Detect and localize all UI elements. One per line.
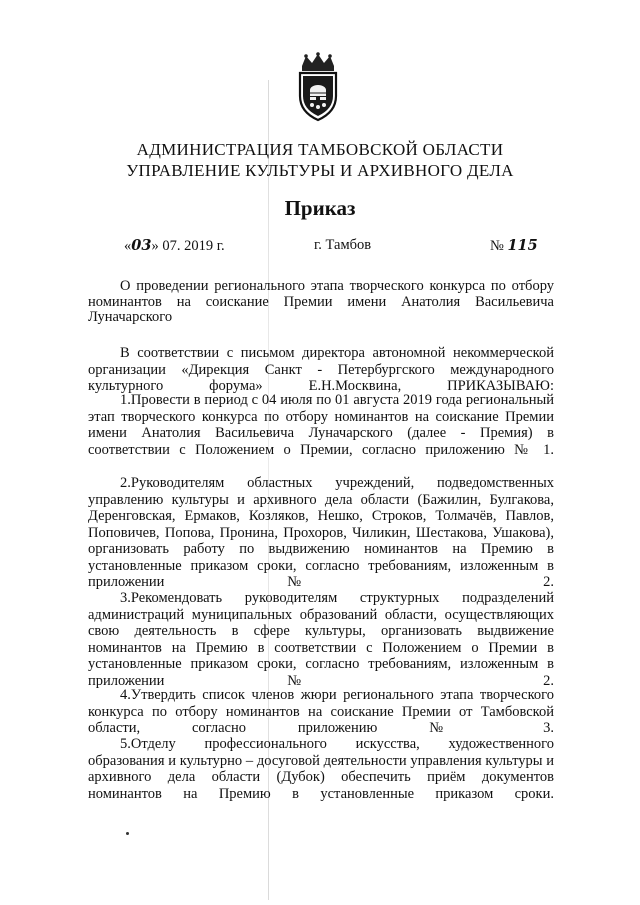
department-name: УПРАВЛЕНИЕ КУЛЬТУРЫ И АРХИВНОГО ДЕЛА <box>126 161 514 180</box>
date-day-handwritten: 03 <box>131 237 152 254</box>
order-number <box>490 237 538 255</box>
order-item-1-text: 1.Провести в период с 04 июля по 01 августа 2019 года региональный этап творческого конкурса по отбору номинантов на соискание Премии имени Анатолия Васильевича Луначарского (далее - Премия) в соответствии с Положением о Премии, согласно приложению № 1. <box>88 392 554 458</box>
subject-line-1: О проведении регионального этапа творческого конкурса по отбору <box>120 278 554 294</box>
order-date <box>124 237 225 255</box>
preamble-text: В соответствии с письмом директора автономной некоммерческой организации «Дирекция Санкт - Петербургского международного культурного форума» Е.Н.Москвина, ПРИКАЗЫВАЮ: <box>88 345 554 394</box>
order-item-1 <box>88 392 554 458</box>
order-item-3 <box>88 590 554 689</box>
number-value-handwritten: 115 <box>507 237 538 254</box>
subject-line-2: номинантов на соискание Премии имени Анатолия Васильевича <box>88 293 554 310</box>
order-item-2-text: 2.Руководителям областных учреждений, подведомственных управлению культуры и архивного дела области (Бажилин, Булгакова, Деренговская, Ермаков, Козляков, Нешко, Строков, Толмачёв, Павлов, Поповичев, Попова, Пронина, Прохоров, Чиликин, Шестакова, Ушакова), организовать работу по выдвижению номинантов на Премию в установленные приказом сроки, согласно требованиям, изложенным в приложении № 2. <box>88 475 554 590</box>
order-city: г. Тамбов <box>314 237 372 253</box>
date-rest: » 07. 2019 г. <box>151 238 225 254</box>
order-subject <box>88 279 554 326</box>
document-title: Приказ <box>284 196 356 220</box>
preamble-paragraph <box>88 345 554 395</box>
order-item-3-text: 3.Рекомендовать руководителям структурных подразделений администраций муниципальных образований области, осуществляющих свою деятельность в сфере культуры, организовать выдвижение номинантов на Премию в соответствии с Положением о Премии в установленные приказом сроки, согласно требованиям, изложенным в приложении № 2. <box>88 590 554 689</box>
order-item-4 <box>88 687 554 737</box>
date-open-quote: « <box>124 238 132 254</box>
order-item-4-text: 4.Утвердить список членов жюри регионального этапа творческого конкурса по отбору номинантов на соискание Премии от Тамбовской области, согласно приложению № 3. <box>88 687 554 736</box>
number-label: № <box>490 238 504 254</box>
order-item-5-text: 5.Отделу профессионального искусства, художественного образования и культурно – досуговой деятельности управления культуры и архивного дела области (Дубок) обеспечить приём документов номинантов на Премию в установленные приказом сроки. <box>88 736 554 802</box>
subject-line-3: Луначарского <box>88 309 173 325</box>
organization-name: АДМИНИСТРАЦИЯ ТАМБОВСКОЙ ОБЛАСТИ <box>136 140 504 159</box>
order-item-5 <box>88 736 554 802</box>
scan-speck <box>126 832 129 835</box>
coat-of-arms-icon <box>292 52 344 122</box>
order-item-2 <box>88 475 554 591</box>
